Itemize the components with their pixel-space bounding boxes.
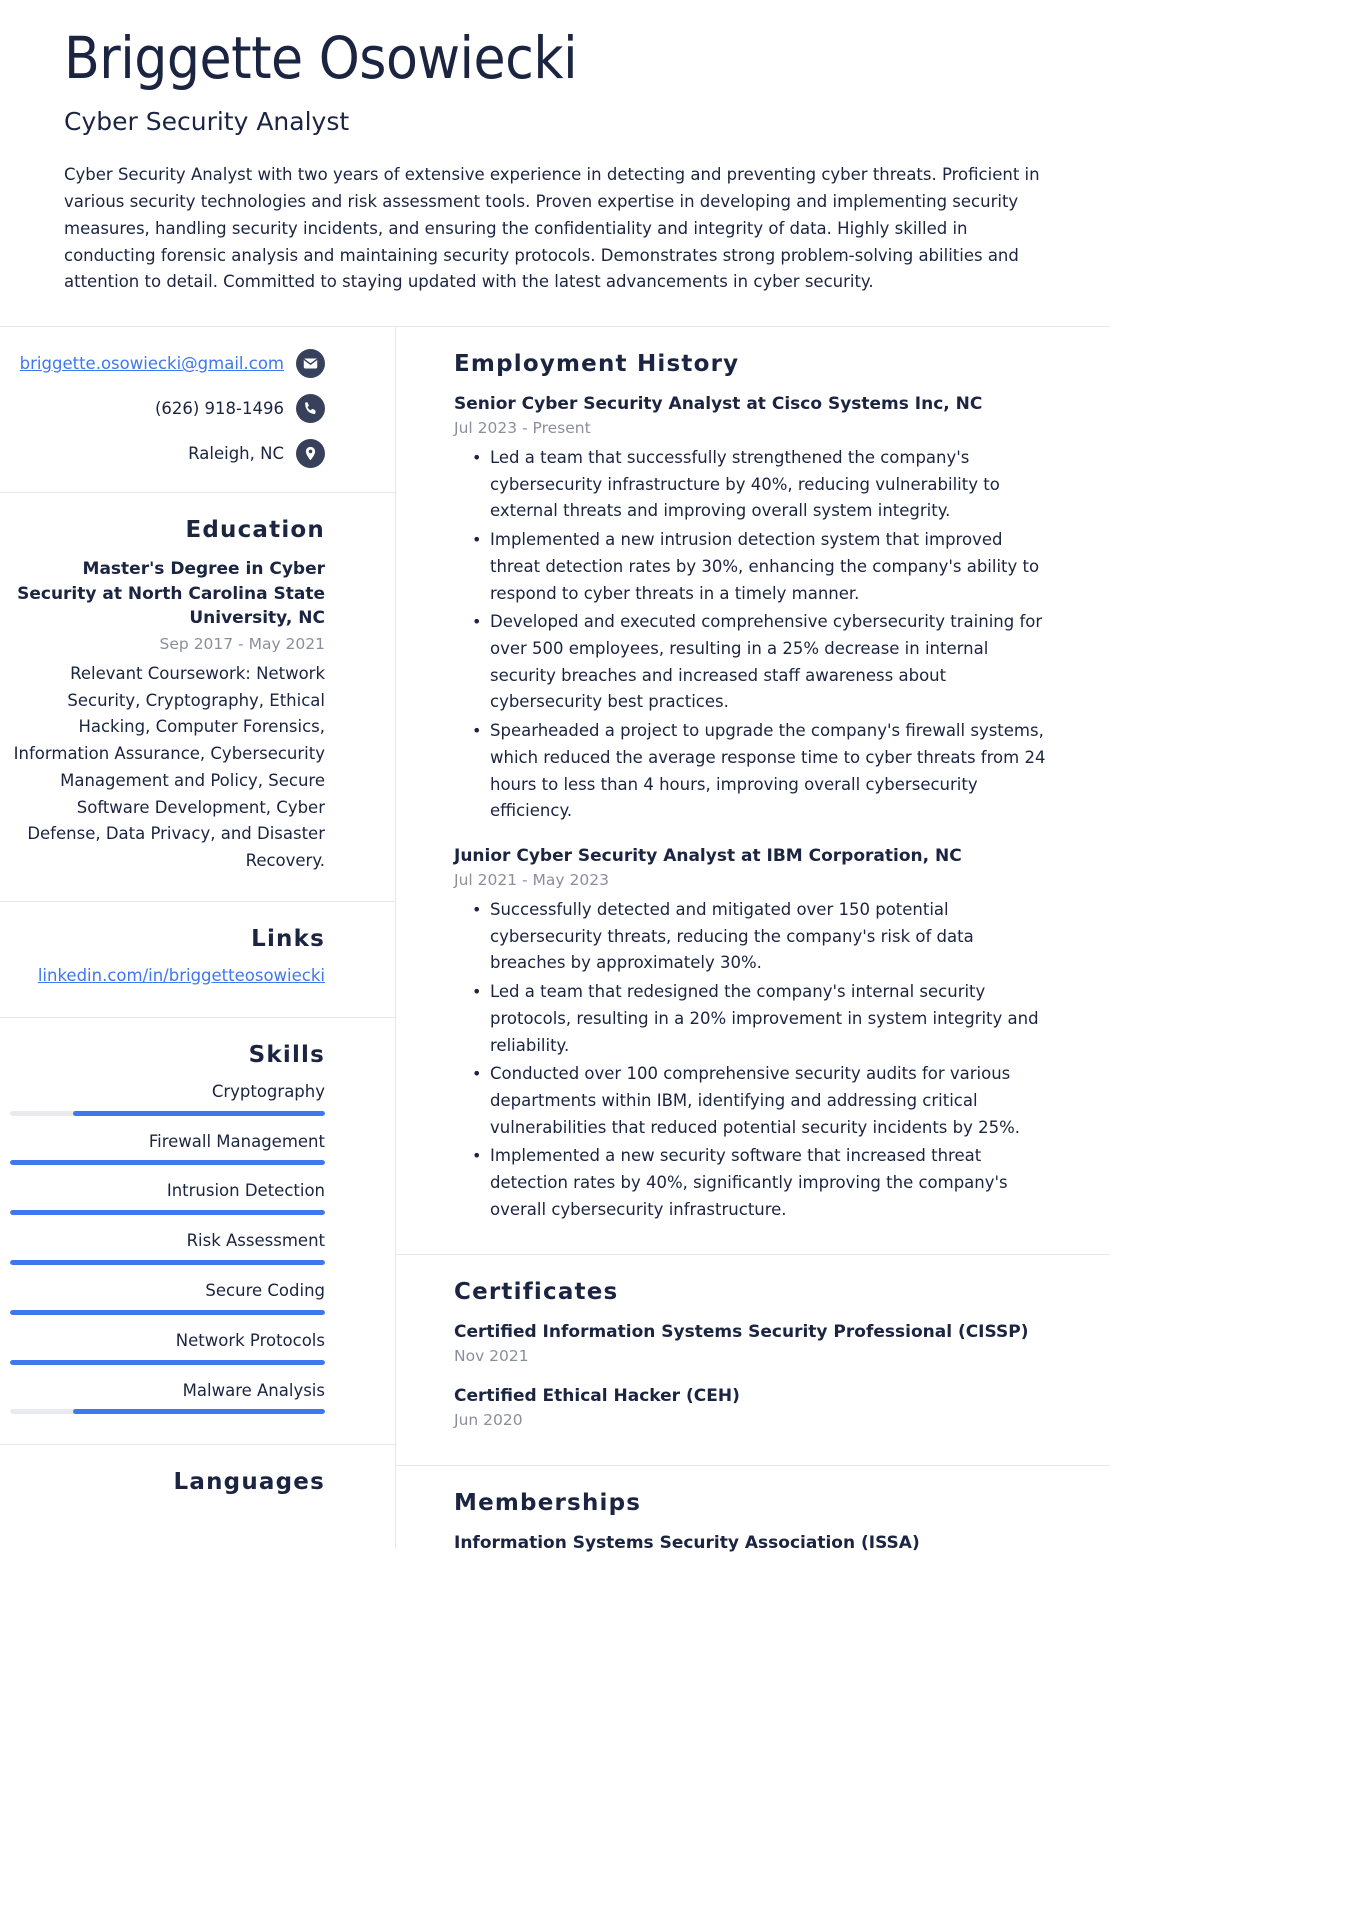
bullet-item: • Led a team that redesigned the company's internal security protocols, resulting in a 20% improvement in system integrity and reliability. xyxy=(490,979,1046,1059)
bullet-item: • Implemented a new security software that increased threat detection rates by 40%, significantly improving the company's overall cybersecurity infrastructure. xyxy=(490,1143,1046,1223)
skill-bar-fill xyxy=(73,1111,325,1116)
education-title: Master's Degree in Cyber Security at North Carolina State University, NC xyxy=(17,559,325,629)
certificate-entry xyxy=(454,1321,1046,1365)
skill-bar-fill xyxy=(10,1210,325,1215)
bullet-item: • Conducted over 100 comprehensive security audits for various departments within IBM, identifying and addressing critical vulnerabilities that reduced potential security incidents by 25%. xyxy=(490,1061,1046,1141)
education-item xyxy=(10,557,325,875)
skill-item xyxy=(10,1331,325,1365)
skills-list xyxy=(10,1082,325,1415)
bullet-item: • Developed and executed comprehensive cybersecurity training for over 500 employees, resulting in a 25% decrease in internal security breaches and increased staff awareness about cybersecurity best practices. xyxy=(490,609,1046,716)
education-heading: Education xyxy=(185,517,325,544)
skill-bar-track xyxy=(10,1160,325,1165)
employment-list xyxy=(454,393,1046,1224)
resume-header xyxy=(0,0,1110,327)
contact-row-email[interactable] xyxy=(10,349,325,378)
skill-label: Network Protocols xyxy=(175,1330,325,1350)
bullet-item: • Spearheaded a project to upgrade the company's firewall systems, which reduced the average response time to cyber threats from 24 hours to less than 4 hours, improving overall cybersecurity efficiency. xyxy=(490,718,1046,825)
languages-heading: Languages xyxy=(173,1469,325,1496)
page-title: Briggette Osowiecki xyxy=(64,24,578,92)
certificate-date: Nov 2021 xyxy=(454,1346,529,1365)
skill-bar-track xyxy=(10,1409,325,1414)
skill-label: Risk Assessment xyxy=(186,1231,325,1251)
skill-bar-fill xyxy=(10,1160,325,1165)
skill-label: Cryptography xyxy=(211,1081,325,1101)
certificate-entry xyxy=(454,1385,1046,1429)
skill-label: Secure Coding xyxy=(205,1280,325,1300)
professional-summary: Cyber Security Analyst with two years of extensive experience in detecting and preventing cyber threats. Proficient in various security technologies and risk assessment tools. Proven expertise in developing and implementing security measures, handling security incidents, and ensuring the confidentiality and integrity of data. Highly skilled in conducting forensic analysis and maintaining security protocols. Demonstrates strong problem-solving abilities and attention to detail. Committed to staying updated with the latest advancements in cyber security. xyxy=(64,165,1040,292)
contact-row-phone[interactable] xyxy=(10,394,325,423)
location-pin-icon xyxy=(296,439,325,468)
certificate-title: Certified Information Systems Security Professional (CISSP) xyxy=(454,1321,1029,1342)
envelope-icon xyxy=(296,349,325,378)
employment-bullets xyxy=(454,897,1046,1224)
education-block xyxy=(0,493,395,902)
employment-entry xyxy=(454,393,1046,825)
bullet-item: • Implemented a new intrusion detection system that improved threat detection rates by 30%, enhancing the company's ability to respond to cyber threats in a timely manner. xyxy=(490,527,1046,607)
employment-entry xyxy=(454,845,1046,1224)
sidebar xyxy=(0,327,396,1549)
bullet-item: • Led a team that successfully strengthened the company's cybersecurity infrastructure by 40%, reducing vulnerability to external threats and improving overall system integrity. xyxy=(490,445,1046,525)
skill-item xyxy=(10,1281,325,1315)
employment-block xyxy=(396,327,1110,1255)
skill-bar-track xyxy=(10,1260,325,1265)
skills-block xyxy=(0,1018,395,1446)
employment-date: Jul 2023 - Present xyxy=(454,419,591,437)
skill-bar-fill xyxy=(10,1360,325,1365)
skill-bar-track xyxy=(10,1210,325,1215)
memberships-list xyxy=(454,1532,1046,1555)
certificate-date: Jun 2020 xyxy=(454,1410,523,1429)
location-value: Raleigh, NC xyxy=(188,443,284,463)
membership-title: Information Systems Security Association (ISSA) xyxy=(454,1532,920,1553)
education-description: Relevant Coursework: Network Security, Cryptography, Ethical Hacking, Computer Forensics, Information Assurance, Cybersecurity Management and Policy, Secure Software Development, Cyber Defense, Data Privacy, and Disaster Recovery. xyxy=(13,663,325,871)
phone-icon xyxy=(296,394,325,423)
skill-item xyxy=(10,1181,325,1215)
phone-value[interactable]: (626) 918-1496 xyxy=(154,398,284,418)
skill-bar-track xyxy=(10,1360,325,1365)
memberships-block xyxy=(396,1466,1110,1583)
skill-label: Firewall Management xyxy=(148,1131,325,1151)
employment-heading: Employment History xyxy=(454,351,740,378)
skill-bar-fill xyxy=(10,1260,325,1265)
skill-label: Intrusion Detection xyxy=(166,1181,325,1201)
job-title: Cyber Security Analyst xyxy=(64,107,350,137)
skill-bar-fill xyxy=(10,1310,325,1315)
skill-item xyxy=(10,1132,325,1166)
skill-item xyxy=(10,1381,325,1415)
link-linkedin[interactable]: linkedin.com/in/briggetteosowiecki xyxy=(37,965,325,985)
employment-date: Jul 2021 - May 2023 xyxy=(454,871,609,889)
employment-title: Senior Cyber Security Analyst at Cisco Systems Inc, NC xyxy=(454,394,983,415)
skill-item xyxy=(10,1082,325,1116)
employment-title: Junior Cyber Security Analyst at IBM Corporation, NC xyxy=(454,846,962,867)
employment-bullets xyxy=(454,445,1046,825)
links-block xyxy=(0,902,395,1018)
memberships-heading: Memberships xyxy=(454,1489,642,1516)
languages-block xyxy=(0,1445,395,1549)
skill-bar-track xyxy=(10,1310,325,1315)
skills-heading: Skills xyxy=(248,1041,325,1068)
education-date: Sep 2017 - May 2021 xyxy=(159,634,325,653)
skill-bar-fill xyxy=(73,1409,325,1414)
skill-bar-track xyxy=(10,1111,325,1116)
certificates-block xyxy=(396,1255,1110,1466)
certificates-heading: Certificates xyxy=(454,1278,619,1305)
main-column xyxy=(396,327,1110,1582)
bullet-item: • Successfully detected and mitigated over 150 potential cybersecurity threats, reducing the company's risk of data breaches by approximately 30%. xyxy=(490,897,1046,977)
resume-body xyxy=(0,327,1110,1582)
links-heading: Links xyxy=(251,925,325,952)
contact-row-location xyxy=(10,439,325,468)
skill-label: Malware Analysis xyxy=(182,1380,325,1400)
certificate-title: Certified Ethical Hacker (CEH) xyxy=(454,1385,740,1406)
contact-block xyxy=(0,327,395,493)
skill-item xyxy=(10,1231,325,1265)
email-value[interactable]: briggette.osowiecki@gmail.com xyxy=(19,353,284,373)
certificates-list xyxy=(454,1321,1046,1429)
